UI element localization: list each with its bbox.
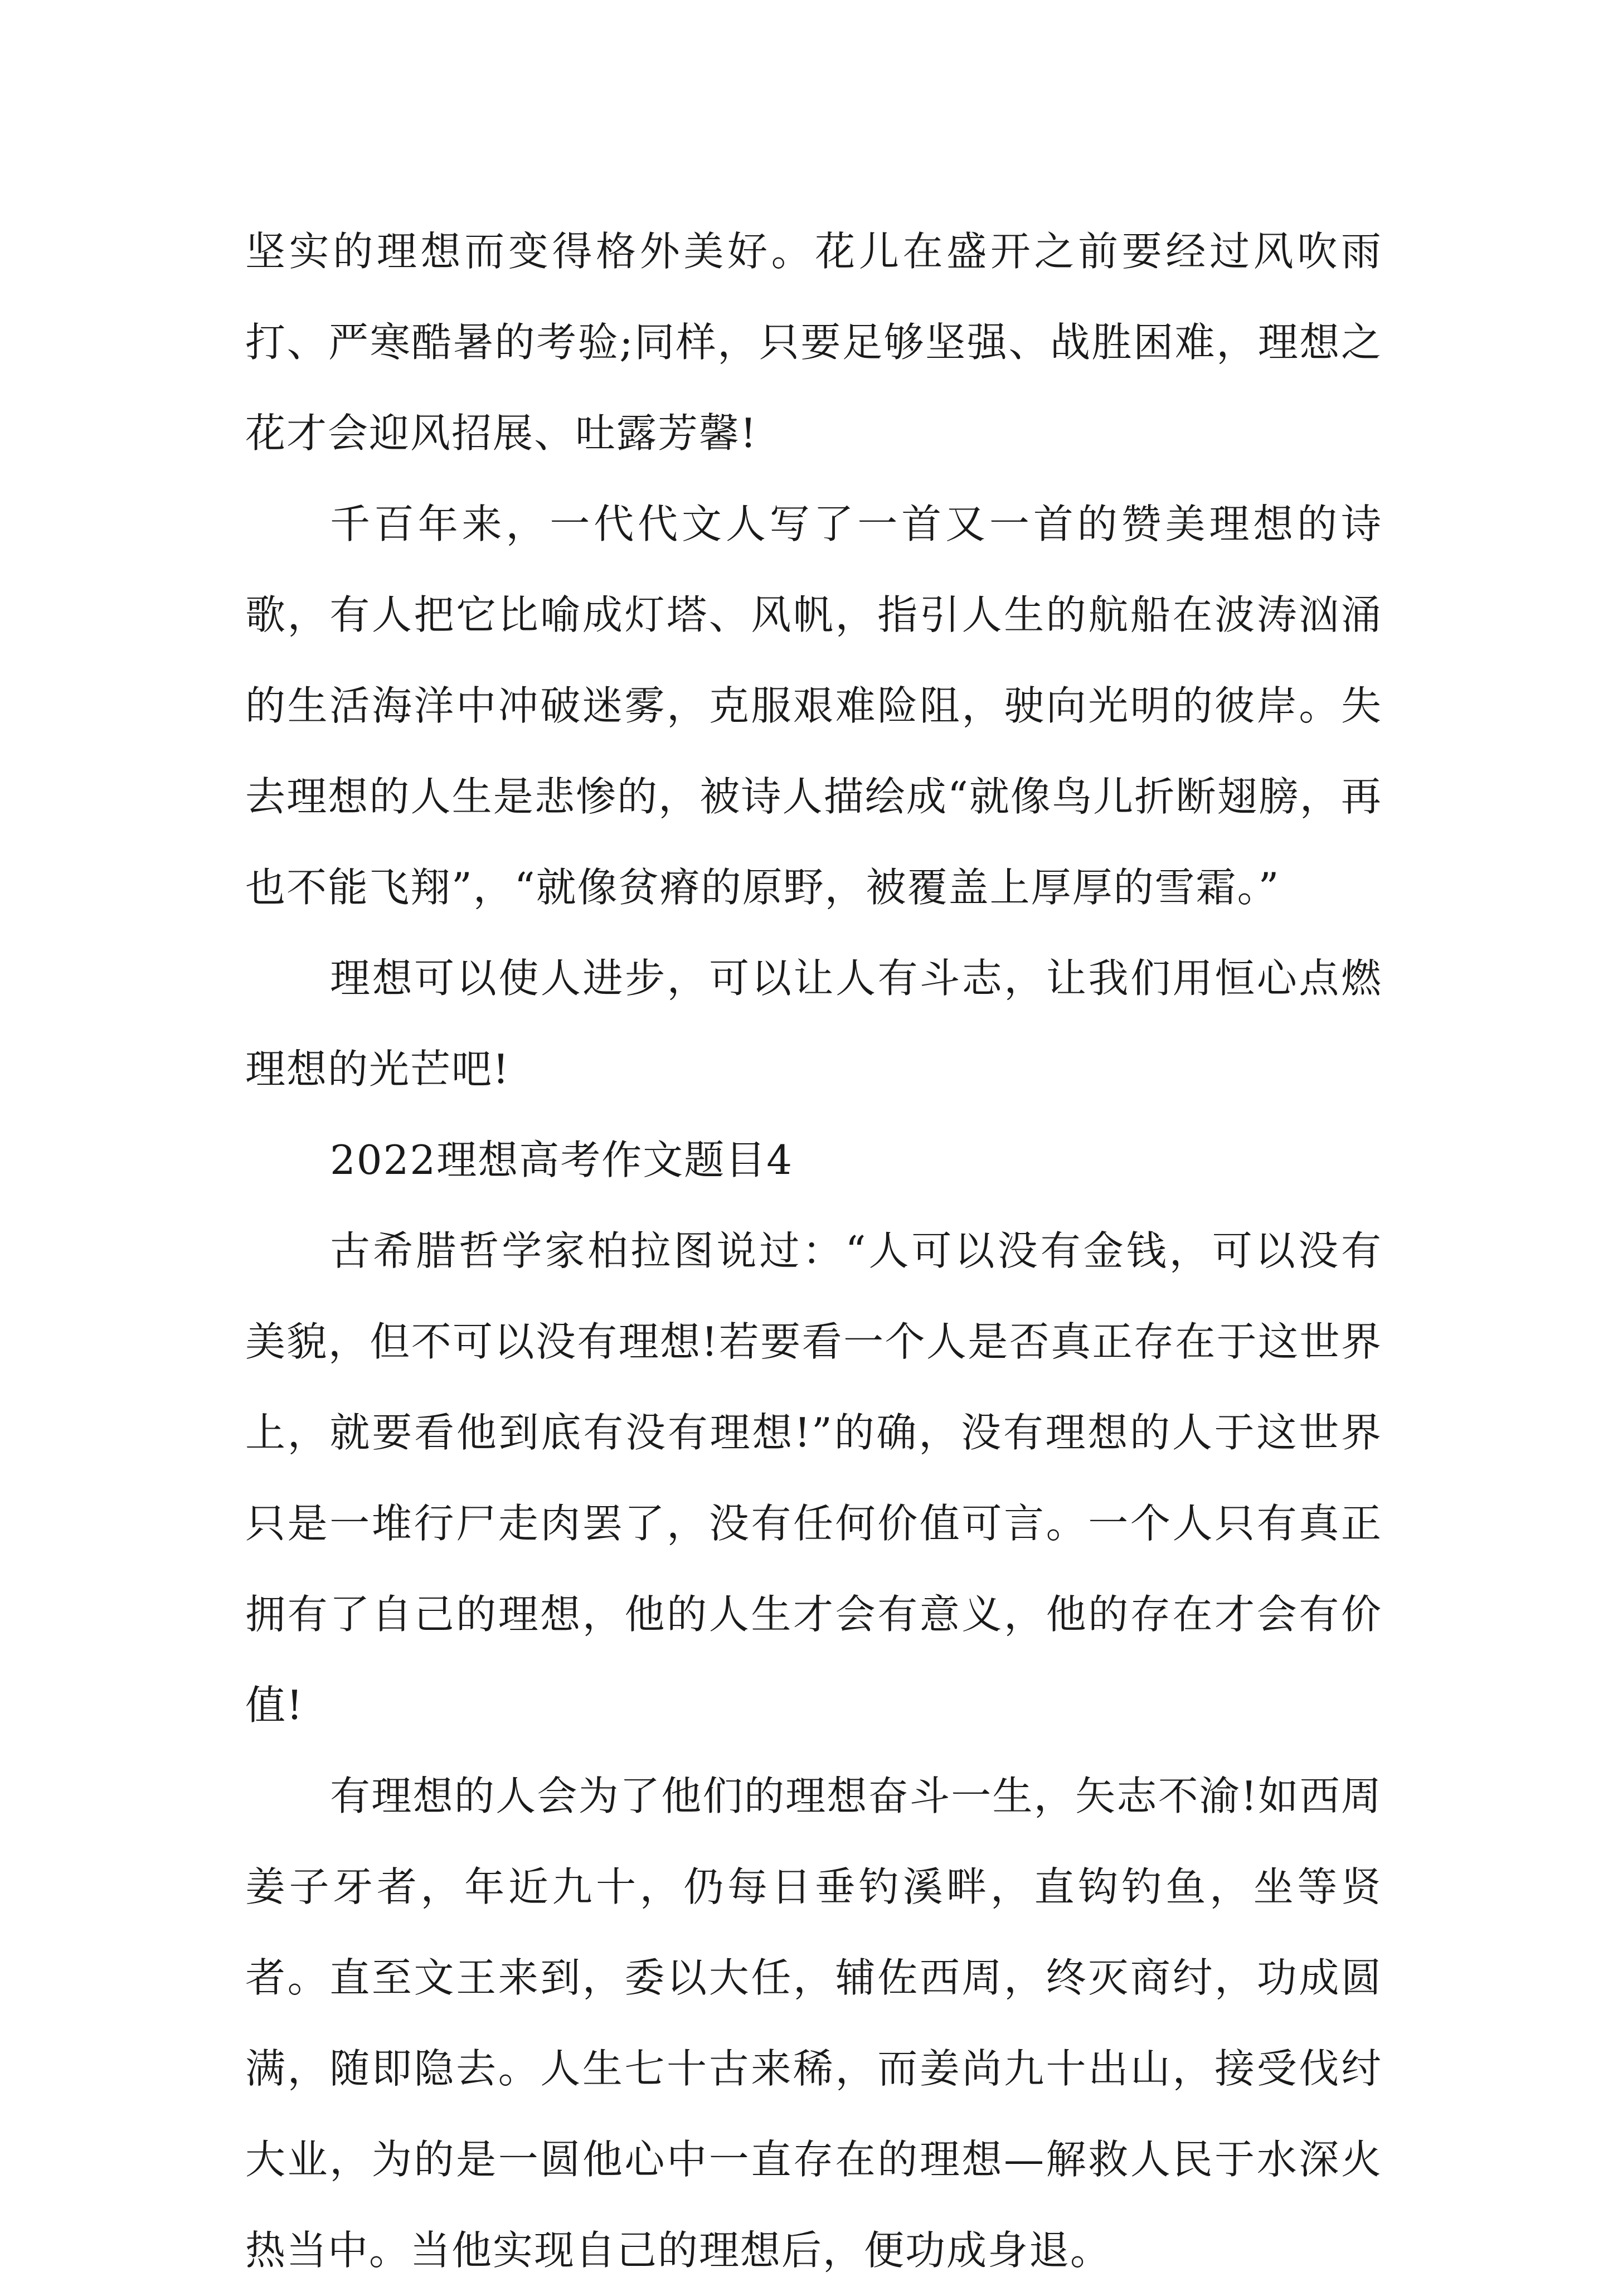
- paragraph-jiang-ziya: 有理想的人会为了他们的理想奋斗一生，矢志不渝!如西周姜子牙者，年近九十，仍每日垂钓溪畔，直钩钓鱼，坐等贤者。直至文王来到，委以大任，辅佐西周，终灭商纣，功成圆满，随即隐去。人生七十古来稀，而姜尚九十出山，接受伐纣大业，为的是一圆他心中一直存在的理想—解救人民于水深火热当中。当他实现自己的理想后，便功成身退。: [245, 1773, 1382, 2274]
- section-heading: 2022理想高考作文题目4: [330, 1137, 794, 1183]
- paragraph-plato-quote: 古希腊哲学家柏拉图说过：“人可以没有金钱，可以没有美貌，但不可以没有理想!若要看一个人是否真正存在于这世界上，就要看他到底有没有理想!”的确，没有理想的人于这世界只是一堆行尸走肉罢了，没有任何价值可言。一个人只有真正拥有了自己的理想，他的人生才会有意义，他的存在才会有价值!: [245, 1227, 1382, 1729]
- paragraph-continuation: 坚实的理想而变得格外美好。花儿在盛开之前要经过风吹雨打、严寒酷暑的考验;同样，只要足够坚强、战胜困难，理想之花才会迎风招展、吐露芳馨!: [245, 228, 1382, 457]
- paragraph-poetry-praise: 千百年来，一代代文人写了一首又一首的赞美理想的诗歌，有人把它比喻成灯塔、风帆，指引人生的航船在波涛汹涌的生活海洋中冲破迷雾，克服艰难险阻，驶向光明的彼岸。失去理想的人生是悲惨的，被诗人描绘成“就像鸟儿折断翅膀，再也不能飞翔”，“就像贫瘠的原野，被覆盖上厚厚的雪霜。”: [245, 501, 1382, 911]
- paragraph-ideal-progress: 理想可以使人进步，可以让人有斗志，让我们用恒心点燃理想的光芒吧!: [245, 955, 1382, 1093]
- document-body: [245, 206, 1382, 2296]
